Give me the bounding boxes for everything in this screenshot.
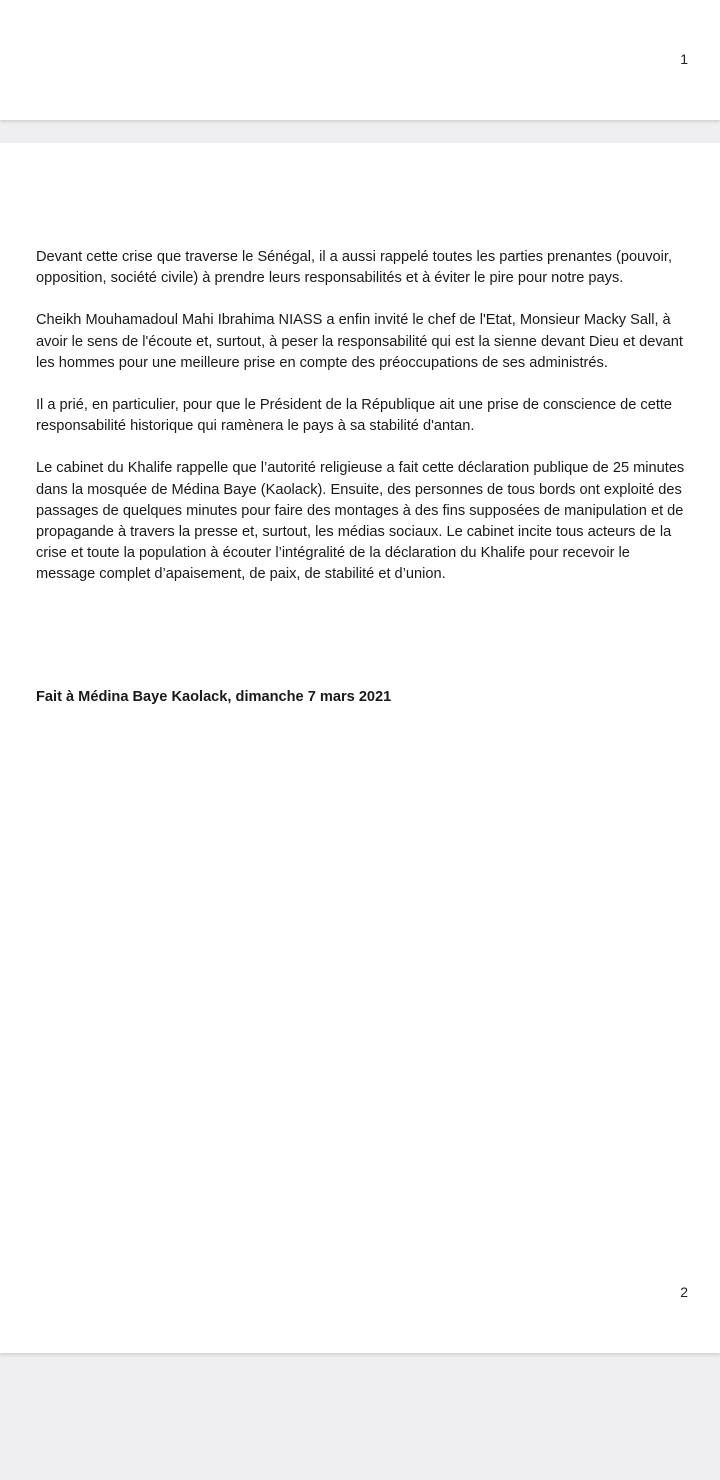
document-page-2 (0, 143, 720, 1353)
paragraph: Devant cette crise que traverse le Sénégal, il a aussi rappelé toutes les parties prenantes (pouvoir, opposition, société civile) à prendre leurs responsabilités et à éviter le pire pour notre pays. (36, 249, 672, 287)
paragraph: Cheikh Mouhamadoul Mahi Ibrahima NIASS a enfin invité le chef de l'Etat, Monsieur Macky Sall, à avoir le sens de l'écoute et, surtout, à peser la responsabilité qui est la sienne devant Dieu et devant les hommes pour une meilleure prise en compte des préoccupations de ses administrés. (36, 312, 683, 371)
page-number: 1 (680, 51, 688, 67)
signature-line: Fait à Médina Baye Kaolack, dimanche 7 mars 2021 (36, 689, 392, 705)
paragraph: Il a prié, en particulier, pour que le Président de la République ait une prise de conscience de cette responsabilité historique qui ramènera le pays à sa stabilité d'antan. (36, 397, 673, 435)
paragraph: Le cabinet du Khalife rappelle que l’autorité religieuse a fait cette déclaration publique de 25 minutes dans la mosquée de Médina Baye (Kaolack). Ensuite, des personnes de tous bords ont exploité des passages de quelques minutes pour faire des montages à des fins supposées de manipulation et de propagande à travers la presse et, surtout, les médias sociaux. Le cabinet incite tous acteurs de la crise et toute la population à écouter l’intégralité de la déclaration du Khalife pour recevoir le message complet d’apaisement, de paix, de stabilité et d’union. (36, 460, 685, 583)
page-body (36, 247, 692, 607)
document-page-1 (0, 0, 720, 120)
page-number: 2 (680, 1284, 688, 1300)
